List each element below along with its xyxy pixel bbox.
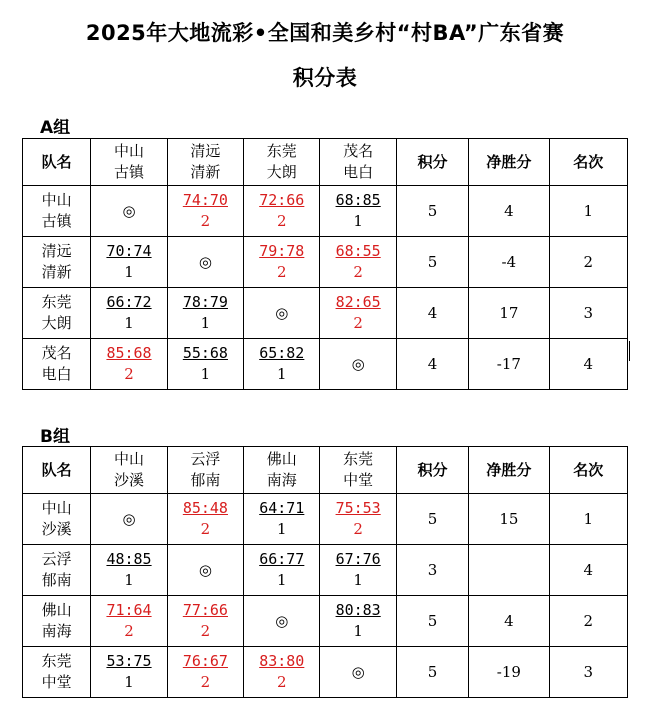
match-score: 75:53 bbox=[335, 499, 381, 517]
self-match-cell bbox=[320, 647, 396, 698]
team-name-cell bbox=[23, 237, 91, 288]
table-row bbox=[23, 237, 628, 288]
match-points: 1 bbox=[124, 673, 134, 691]
match-points: 2 bbox=[276, 263, 287, 281]
match-points: 1 bbox=[353, 571, 363, 589]
header-opponent-line: 古镇 bbox=[114, 163, 145, 181]
page-subtitle: 积分表 bbox=[292, 66, 358, 90]
team-name-line: 古镇 bbox=[41, 212, 72, 230]
net-score-cell: -17 bbox=[469, 339, 549, 390]
match-score: 66:77 bbox=[259, 550, 305, 568]
loss-result-cell bbox=[244, 494, 320, 545]
match-score: 77:66 bbox=[182, 601, 228, 619]
match-score: 79:78 bbox=[259, 242, 305, 260]
match-score: 53:75 bbox=[106, 652, 152, 670]
group-a-label: A组 bbox=[40, 118, 71, 138]
stray-line bbox=[629, 341, 630, 361]
points-cell: 5 bbox=[396, 494, 468, 545]
rank-cell: 3 bbox=[549, 647, 627, 698]
self-mark: ◎ bbox=[122, 509, 136, 528]
team-name-cell bbox=[23, 186, 91, 237]
match-points: 2 bbox=[124, 365, 134, 383]
table-row bbox=[23, 545, 628, 596]
match-score: 70:74 bbox=[106, 242, 152, 260]
header-net: 净胜分 bbox=[469, 139, 549, 186]
team-name-line: 中山 bbox=[41, 499, 72, 517]
match-points: 1 bbox=[353, 212, 363, 230]
loss-result-cell bbox=[320, 186, 396, 237]
self-match-cell bbox=[91, 186, 167, 237]
match-score: 68:55 bbox=[335, 242, 381, 260]
header-opponent-line: 佛山 bbox=[266, 450, 297, 468]
header-opponent-line: 大朗 bbox=[266, 163, 297, 181]
loss-result-cell bbox=[167, 339, 243, 390]
match-score: 82:65 bbox=[335, 293, 381, 311]
match-points: 1 bbox=[276, 365, 287, 383]
loss-result-cell bbox=[320, 545, 396, 596]
points-cell: 5 bbox=[396, 647, 468, 698]
match-points: 2 bbox=[124, 622, 134, 640]
group-a-table bbox=[22, 138, 628, 390]
rank-cell: 3 bbox=[549, 288, 627, 339]
net-score-cell: -19 bbox=[469, 647, 549, 698]
team-name-cell bbox=[23, 545, 91, 596]
team-name-cell bbox=[23, 596, 91, 647]
header-opponent-line: 东莞 bbox=[266, 142, 297, 160]
header-team: 队名 bbox=[23, 139, 91, 186]
table-header-row bbox=[23, 139, 628, 186]
team-name-line: 茂名 bbox=[41, 344, 72, 362]
rank-cell: 1 bbox=[549, 186, 627, 237]
rank-cell: 1 bbox=[549, 494, 627, 545]
header-opponent bbox=[244, 139, 320, 186]
header-opponent-line: 南海 bbox=[266, 471, 297, 489]
self-mark: ◎ bbox=[122, 201, 136, 220]
header-opponent-line: 中山 bbox=[114, 450, 145, 468]
net-score-cell bbox=[469, 545, 549, 596]
match-points: 2 bbox=[353, 520, 363, 538]
points-cell: 3 bbox=[396, 545, 468, 596]
header-opponent-line: 云浮 bbox=[190, 450, 221, 468]
match-score: 80:83 bbox=[335, 601, 381, 619]
team-name-line: 中山 bbox=[41, 191, 72, 209]
self-match-cell bbox=[244, 596, 320, 647]
table-row bbox=[23, 288, 628, 339]
win-result-cell bbox=[244, 237, 320, 288]
header-team: 队名 bbox=[23, 447, 91, 494]
header-points: 积分 bbox=[396, 139, 468, 186]
loss-result-cell bbox=[91, 545, 167, 596]
header-opponent-line: 东莞 bbox=[343, 450, 374, 468]
group-b-label: B组 bbox=[40, 427, 70, 447]
header-opponent bbox=[91, 447, 167, 494]
team-name-line: 沙溪 bbox=[41, 520, 72, 538]
loss-result-cell bbox=[91, 647, 167, 698]
match-score: 85:68 bbox=[106, 344, 152, 362]
header-rank: 名次 bbox=[549, 447, 627, 494]
match-score: 55:68 bbox=[182, 344, 228, 362]
team-name-line: 佛山 bbox=[41, 601, 72, 619]
match-score: 66:72 bbox=[106, 293, 152, 311]
header-rank: 名次 bbox=[549, 139, 627, 186]
team-name-cell bbox=[23, 647, 91, 698]
group-a-body bbox=[23, 139, 628, 390]
match-points: 1 bbox=[353, 622, 363, 640]
header-net: 净胜分 bbox=[469, 447, 549, 494]
win-result-cell bbox=[167, 494, 243, 545]
match-points: 2 bbox=[353, 314, 363, 332]
self-mark: ◎ bbox=[198, 252, 212, 271]
loss-result-cell bbox=[91, 288, 167, 339]
match-score: 83:80 bbox=[259, 652, 305, 670]
match-points: 1 bbox=[276, 520, 287, 538]
loss-result-cell bbox=[244, 339, 320, 390]
points-cell: 5 bbox=[396, 186, 468, 237]
header-points: 积分 bbox=[396, 447, 468, 494]
header-opponent bbox=[244, 447, 320, 494]
match-points: 2 bbox=[200, 520, 211, 538]
match-points: 2 bbox=[200, 212, 211, 230]
match-points: 1 bbox=[124, 571, 134, 589]
points-cell: 4 bbox=[396, 288, 468, 339]
team-name-line: 东莞 bbox=[41, 293, 72, 311]
match-score: 78:79 bbox=[182, 293, 228, 311]
match-score: 85:48 bbox=[182, 499, 228, 517]
points-cell: 4 bbox=[396, 339, 468, 390]
table-row bbox=[23, 596, 628, 647]
match-points: 1 bbox=[124, 263, 134, 281]
match-points: 2 bbox=[353, 263, 363, 281]
net-score-cell: 4 bbox=[469, 186, 549, 237]
loss-result-cell bbox=[320, 596, 396, 647]
header-opponent bbox=[91, 139, 167, 186]
match-score: 65:82 bbox=[259, 344, 305, 362]
rank-cell: 2 bbox=[549, 237, 627, 288]
match-score: 67:76 bbox=[335, 550, 381, 568]
header-opponent bbox=[320, 447, 396, 494]
header-opponent-line: 清远 bbox=[190, 142, 221, 160]
team-name-line: 中堂 bbox=[41, 673, 72, 691]
match-score: 72:66 bbox=[259, 191, 305, 209]
header-opponent bbox=[320, 139, 396, 186]
table-row bbox=[23, 494, 628, 545]
loss-result-cell bbox=[244, 545, 320, 596]
header-opponent-line: 中山 bbox=[114, 142, 145, 160]
net-score-cell: -4 bbox=[469, 237, 549, 288]
rank-cell: 4 bbox=[549, 339, 627, 390]
page-title: 2025年大地流彩•全国和美乡村“村BA”广东省赛 bbox=[85, 21, 565, 45]
self-mark: ◎ bbox=[275, 611, 289, 630]
self-match-cell bbox=[91, 494, 167, 545]
win-result-cell bbox=[91, 596, 167, 647]
match-points: 2 bbox=[276, 212, 287, 230]
loss-result-cell bbox=[167, 288, 243, 339]
header-opponent-line: 中堂 bbox=[343, 471, 374, 489]
team-name-cell bbox=[23, 494, 91, 545]
header-opponent bbox=[167, 139, 243, 186]
net-score-cell: 15 bbox=[469, 494, 549, 545]
match-points: 1 bbox=[200, 314, 211, 332]
match-points: 1 bbox=[124, 314, 134, 332]
header-opponent-line: 电白 bbox=[343, 163, 374, 181]
points-cell: 5 bbox=[396, 237, 468, 288]
match-points: 2 bbox=[200, 673, 211, 691]
header-opponent-line: 茂名 bbox=[343, 142, 374, 160]
group-b-table bbox=[22, 446, 628, 698]
team-name-line: 清新 bbox=[41, 263, 72, 281]
self-mark: ◎ bbox=[275, 303, 289, 322]
header-opponent-line: 沙溪 bbox=[114, 471, 145, 489]
table-row bbox=[23, 647, 628, 698]
header-opponent bbox=[167, 447, 243, 494]
group-b-body bbox=[23, 447, 628, 698]
self-match-cell bbox=[167, 545, 243, 596]
points-cell: 5 bbox=[396, 596, 468, 647]
team-name-line: 清远 bbox=[41, 242, 72, 260]
win-result-cell bbox=[244, 647, 320, 698]
team-name-line: 电白 bbox=[41, 365, 72, 383]
match-score: 68:85 bbox=[335, 191, 381, 209]
team-name-cell bbox=[23, 339, 91, 390]
table-row bbox=[23, 339, 628, 390]
match-points: 2 bbox=[200, 622, 211, 640]
team-name-line: 南海 bbox=[41, 622, 72, 640]
self-mark: ◎ bbox=[198, 560, 212, 579]
win-result-cell bbox=[167, 186, 243, 237]
loss-result-cell bbox=[91, 237, 167, 288]
match-score: 48:85 bbox=[106, 550, 152, 568]
team-name-cell bbox=[23, 288, 91, 339]
win-result-cell bbox=[320, 494, 396, 545]
self-mark: ◎ bbox=[351, 354, 365, 373]
table-header-row bbox=[23, 447, 628, 494]
net-score-cell: 4 bbox=[469, 596, 549, 647]
net-score-cell: 17 bbox=[469, 288, 549, 339]
win-result-cell bbox=[91, 339, 167, 390]
match-score: 76:67 bbox=[182, 652, 228, 670]
win-result-cell bbox=[167, 596, 243, 647]
self-mark: ◎ bbox=[351, 662, 365, 681]
win-result-cell bbox=[320, 237, 396, 288]
rank-cell: 2 bbox=[549, 596, 627, 647]
match-points: 1 bbox=[276, 571, 287, 589]
win-result-cell bbox=[167, 647, 243, 698]
self-match-cell bbox=[320, 339, 396, 390]
match-points: 1 bbox=[200, 365, 211, 383]
match-points: 2 bbox=[276, 673, 287, 691]
rank-cell: 4 bbox=[549, 545, 627, 596]
win-result-cell bbox=[244, 186, 320, 237]
match-score: 74:70 bbox=[182, 191, 228, 209]
table-row bbox=[23, 186, 628, 237]
team-name-line: 云浮 bbox=[41, 550, 72, 568]
self-match-cell bbox=[167, 237, 243, 288]
match-score: 64:71 bbox=[259, 499, 305, 517]
header-opponent-line: 郁南 bbox=[190, 471, 221, 489]
win-result-cell bbox=[320, 288, 396, 339]
team-name-line: 郁南 bbox=[41, 571, 72, 589]
team-name-line: 大朗 bbox=[41, 314, 72, 332]
match-score: 71:64 bbox=[106, 601, 152, 619]
team-name-line: 东莞 bbox=[41, 652, 72, 670]
self-match-cell bbox=[244, 288, 320, 339]
header-opponent-line: 清新 bbox=[190, 163, 221, 181]
